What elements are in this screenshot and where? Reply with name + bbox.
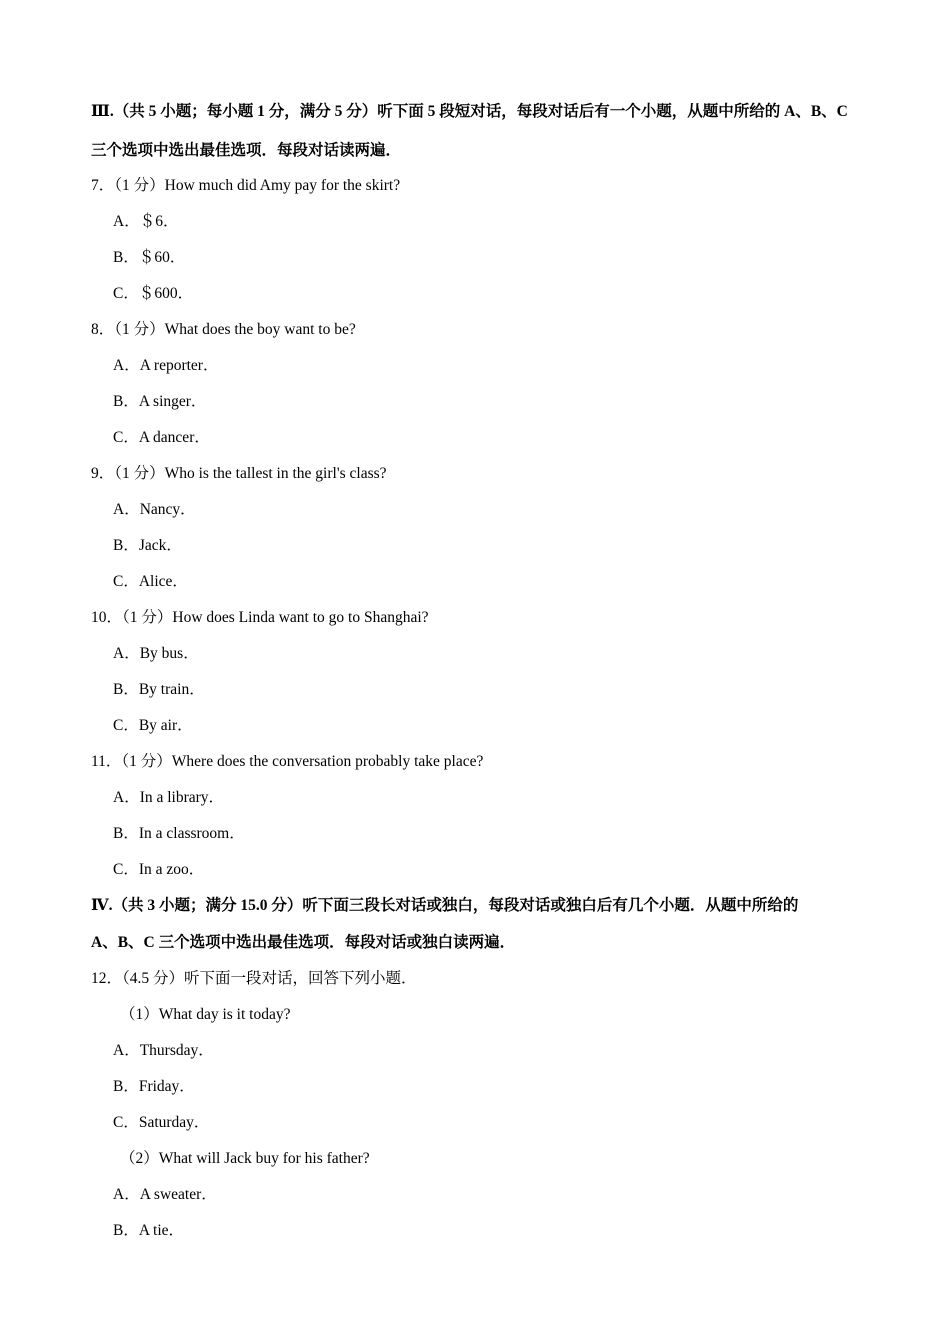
section-3-heading-line-2: 三个选项中选出最佳选项．每段对话读两遍．: [91, 142, 402, 159]
section-3-heading-line-1: Ⅲ.（共 5 小题；每小题 1 分，满分 5 分）听下面 5 段短对话，每段对话后有一个小题，从题中所给的 A、B、C: [91, 103, 848, 120]
question-12-sub-1-option-c: C．Saturday．: [113, 1114, 210, 1131]
question-9: 9．（1 分）Who is the tallest in the girl's class?: [91, 465, 387, 482]
question-9-option-b: B．Jack．: [113, 537, 182, 554]
question-8-option-c: C．A dancer．: [113, 429, 210, 446]
question-10: 10．（1 分）How does Linda want to go to Shanghai?: [91, 609, 429, 626]
question-10-option-b: B．By train．: [113, 681, 205, 698]
section-4-heading-line-2: A、B、C 三个选项中选出最佳选项．每段对话或独白读两遍．: [91, 934, 516, 951]
question-12: 12．（4.5 分）听下面一段对话，回答下列小题．: [91, 970, 417, 987]
section-4-heading-line-1: Ⅳ.（共 3 小题；满分 15.0 分）听下面三段长对话或独白，每段对话或独白后有几个小题．从题中所给的: [91, 897, 799, 914]
question-7-option-a: A．＄6．: [113, 213, 179, 230]
question-12-sub-2: （2）What will Jack buy for his father?: [120, 1150, 370, 1167]
question-8-option-b: B．A singer．: [113, 393, 207, 410]
question-9-option-a: A．Nancy．: [113, 501, 196, 518]
question-12-sub-1: （1）What day is it today?: [120, 1006, 291, 1023]
question-7: 7．（1 分）How much did Amy pay for the skirt?: [91, 177, 401, 194]
question-11-option-c: C．In a zoo．: [113, 861, 205, 878]
question-8: 8．（1 分）What does the boy want to be?: [91, 321, 356, 338]
question-11-option-b: B．In a classroom．: [113, 825, 245, 842]
question-8-option-a: A．A reporter．: [113, 357, 219, 374]
question-12-sub-2-option-a: A．A sweater．: [113, 1186, 217, 1203]
question-10-option-c: C．By air．: [113, 717, 193, 734]
question-12-sub-1-option-a: A．Thursday．: [113, 1042, 214, 1059]
question-10-option-a: A．By bus．: [113, 645, 199, 662]
question-12-sub-1-option-b: B．Friday．: [113, 1078, 195, 1095]
question-9-option-c: C．Alice．: [113, 573, 188, 590]
question-7-option-b: B．＄60．: [113, 249, 186, 266]
question-12-sub-2-option-b: B．A tie．: [113, 1222, 185, 1239]
question-7-option-c: C．＄600．: [113, 285, 194, 302]
question-11-option-a: A．In a library．: [113, 789, 225, 806]
question-11: 11．（1 分）Where does the conversation probably take place?: [91, 753, 484, 770]
